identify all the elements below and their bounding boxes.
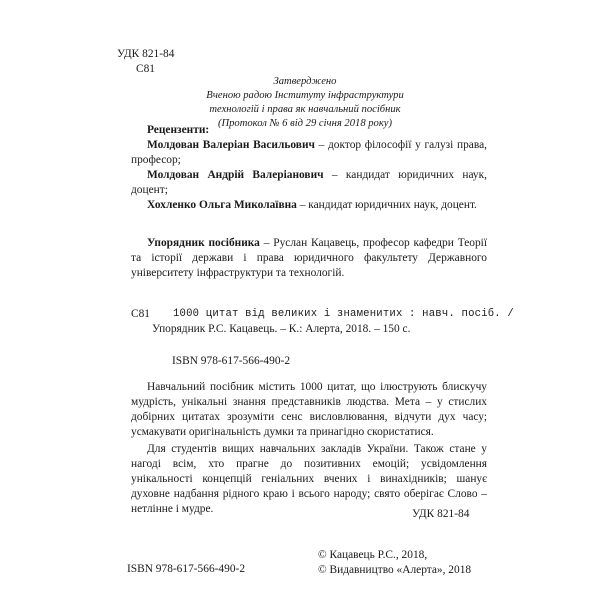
abstract-paragraph: Для студентів вищих навчальних закладів України. Також стане у нагоді всім, хто прагне до позитивних емоцій; усвідомлення унікальності концепцій геніальних вчених і винахідників; шанує духовне надбання рідного краю і всього народу; свято оберігає Слово – нетлінне і мудре. (131, 443, 487, 515)
copyright-block (318, 548, 471, 578)
biblio-title: 1000 цитат від великих і знаменитих : навч. посіб. / (173, 308, 514, 320)
reviewers-heading: Рецензенти: (147, 124, 210, 136)
copyright-line: © Кацавець Р.С., 2018, (318, 549, 428, 561)
reviewer-desc: – кандидат юридичних наук, доцент; (131, 169, 488, 196)
udk-code: УДК 821-84 (117, 48, 175, 60)
approval-line: (Протокол № 6 від 29 січня 2018 року) (217, 118, 393, 129)
reviewer-item (131, 198, 487, 213)
udk-code-right: УДК 821-84 (412, 508, 470, 520)
biblio-code: С81 (131, 308, 150, 320)
isbn: ISBN 978-617-566-490-2 (172, 355, 291, 367)
reviewer-desc: – доктор філософії у галузі права, професор; (131, 139, 487, 166)
reviewers-block (131, 123, 487, 213)
reviewer-name: Хохленко Ольга Миколаївна (147, 199, 297, 211)
udk-classification (117, 47, 174, 77)
author-sign-code: С81 (136, 63, 155, 75)
compiler-text: – Руслан Кацавець, професор кафедри Теорії та історії держави і права юридичного факультету Державного університету інфраструктури та технологій. (131, 237, 487, 279)
approval-line: Затверджено (273, 76, 337, 87)
compiler-label: Упорядник посібника (147, 237, 260, 249)
reviewer-item (131, 168, 487, 198)
reviewer-name: Молдован Андрій Валеріанович (147, 169, 324, 181)
isbn-bottom: ISBN 978-617-566-490-2 (127, 563, 246, 575)
approval-line: технологій і права як навчальний посібник (209, 104, 401, 115)
abstract-paragraph: Навчальний посібник містить 1000 цитат, що ілюструють блискучу мудрість, унікальні знання представників людства. Мета – у стислих добірних цитатах зрозуміти сенс висловлювання, відчути дух часу; усмакувати оригінальність думки та принагідно скористатися. (131, 381, 487, 438)
copyright-line: © Видавництво «Алерта», 2018 (318, 564, 472, 576)
reviewer-item (131, 138, 487, 168)
compiler-block (131, 236, 487, 281)
approval-line: Вченою радою Інституту інфраструктури (206, 90, 404, 101)
reviewer-name: Молдован Валеріан Васильович (147, 139, 315, 151)
biblio-publication: Упорядник Р.С. Кацавець. – К.: Алерта, 2018. – 150 с. (152, 323, 411, 335)
reviewer-desc: – кандидат юридичних наук, доцент. (296, 199, 477, 211)
abstract-block (131, 380, 487, 517)
